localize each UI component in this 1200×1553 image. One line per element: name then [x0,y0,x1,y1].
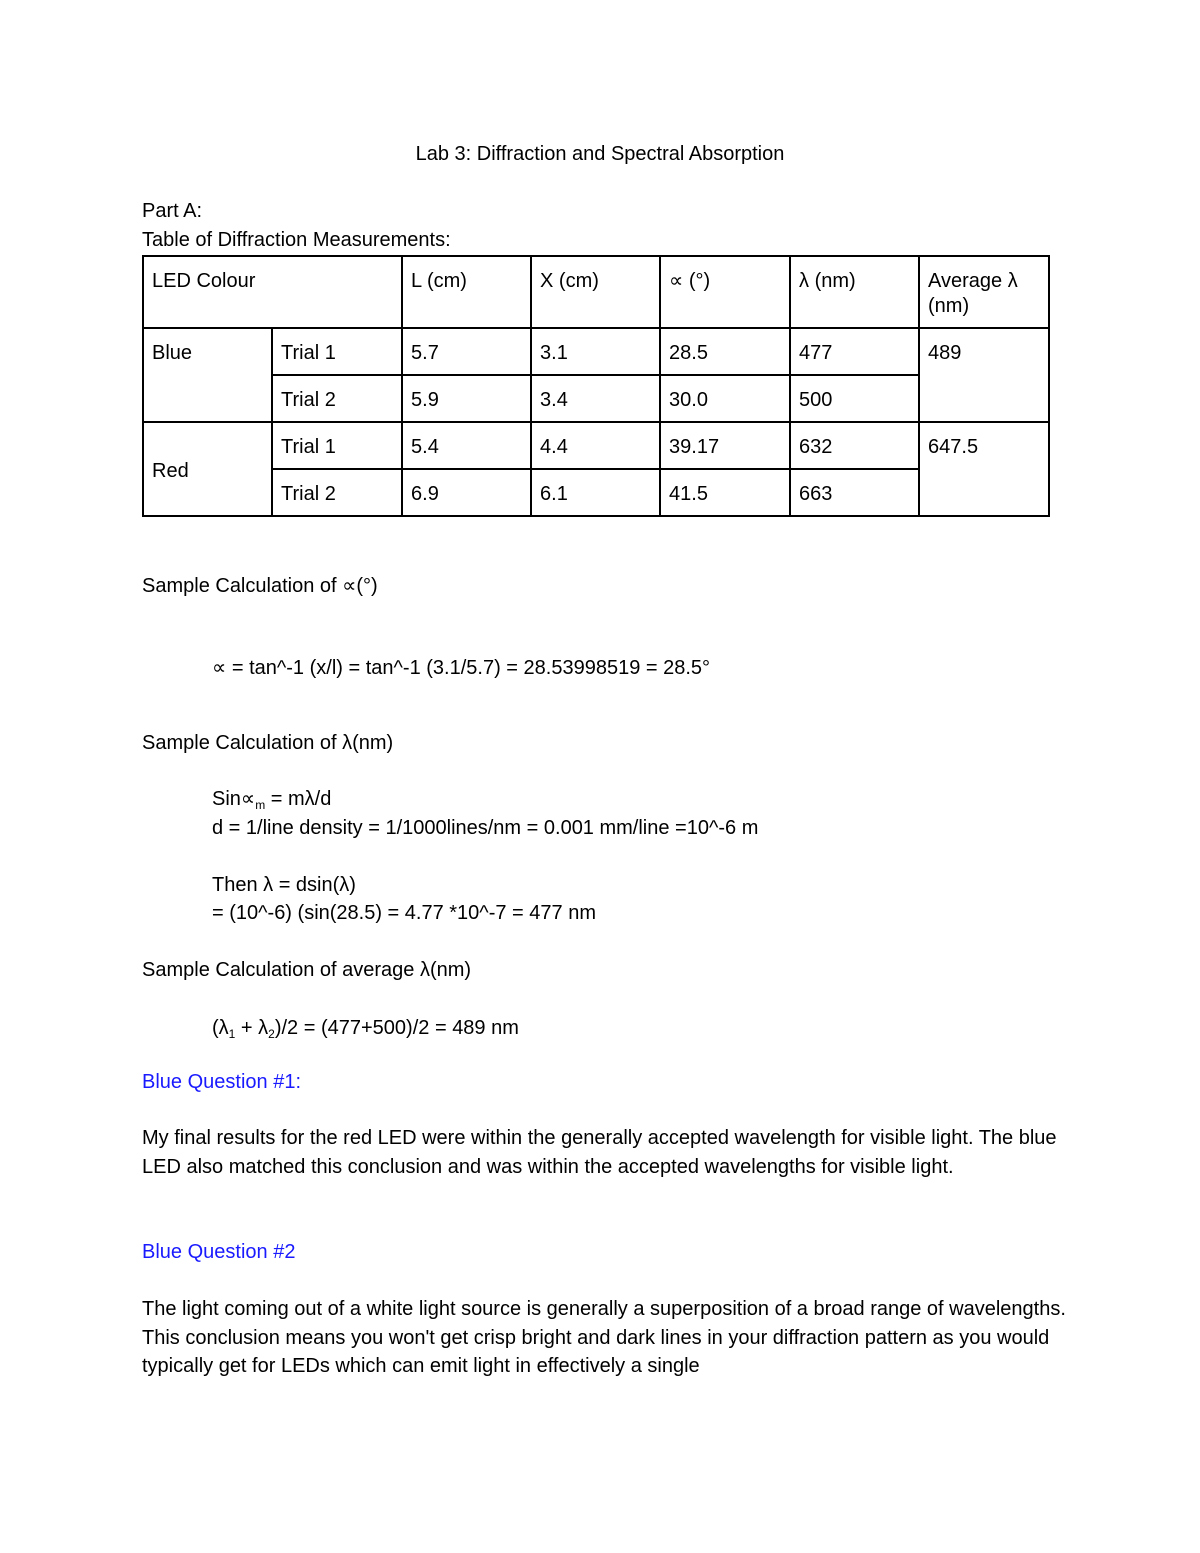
part-a-heading: Part A: [142,200,203,222]
cell-x: 3.1 [531,328,660,375]
calc-lambda-heading: Sample Calculation of λ(nm) [142,732,394,754]
cell-angle: 39.17 [660,422,790,469]
cell-x: 6.1 [531,469,660,516]
calc-angle-heading: Sample Calculation of ∝(°) [142,575,378,597]
cell-colour-red: Red [143,422,272,516]
cell-lambda: 500 [790,375,919,422]
cell-l: 5.7 [402,328,531,375]
diffraction-table [142,255,1050,517]
header-led-colour: LED Colour [143,256,402,328]
cell-colour-blue: Blue [143,328,272,422]
calc-average-close: )/2 = (477+500)/2 = 489 nm [274,1017,519,1039]
calc-average-formula [212,1014,519,1048]
calc-average-heading: Sample Calculation of average λ(nm) [142,959,472,981]
header-average: Average λ (nm) [919,256,1049,328]
calc-lambda-line3: Then λ = dsin(λ) [212,874,356,896]
table-row [143,422,1049,469]
table-row [143,375,1049,422]
cell-angle: 30.0 [660,375,790,422]
calc-lambda-line2: d = 1/line density = 1/1000lines/nm = 0.001 mm/line =10^-6 m [212,817,759,839]
cell-lambda: 663 [790,469,919,516]
cell-x: 3.4 [531,375,660,422]
header-x: X (cm) [531,256,660,328]
page-title: Lab 3: Diffraction and Spectral Absorption [415,143,785,165]
calc-angle-formula: ∝ = tan^-1 (x/l) = tan^-1 (3.1/5.7) = 28.53998519 = 28.5° [212,657,711,679]
calc-lambda-line1-pre: Sin∝ [212,788,256,810]
calc-lambda-line1-post: = mλ/d [265,788,332,810]
header-lambda: λ (nm) [790,256,919,328]
question-1-answer: My final results for the red LED were within the generally accepted wavelength for visible light. The blue LED also matched this conclusion and was within the accepted wavelengths for visible light. [142,1127,1057,1178]
cell-average-red: 647.5 [919,422,1049,516]
cell-l: 5.9 [402,375,531,422]
calc-lambda-line1-sub: m [255,798,266,812]
header-angle: ∝ (°) [660,256,790,328]
calc-average-mid: + λ [235,1017,269,1039]
cell-lambda: 477 [790,328,919,375]
calc-lambda-line4: = (10^-6) (sin(28.5) = 4.77 *10^-7 = 477 nm [212,902,596,924]
calc-average-open: (λ [212,1017,229,1039]
table-row [143,469,1049,516]
cell-trial: Trial 1 [272,328,402,375]
cell-l: 5.4 [402,422,531,469]
question-1-heading: Blue Question #1: [142,1071,301,1093]
table-row [143,328,1049,375]
table-header-row [143,256,1049,328]
header-l: L (cm) [402,256,531,328]
cell-trial: Trial 2 [272,469,402,516]
table-caption: Table of Diffraction Measurements: [142,229,451,251]
cell-lambda: 632 [790,422,919,469]
cell-angle: 28.5 [660,328,790,375]
calc-average-sub2: 2 [268,1027,275,1041]
cell-trial: Trial 1 [272,422,402,469]
calc-average-sub1: 1 [228,1027,236,1041]
cell-average-blue: 489 [919,328,1049,422]
cell-l: 6.9 [402,469,531,516]
question-2-answer: The light coming out of a white light source is generally a superposition of a broad range of wavelengths. This conclusion means you won't get crisp bright and dark lines in your diffraction pattern as you would typically get for LEDs which can emit light in effectively a single [142,1298,1066,1377]
question-2-heading: Blue Question #2 [142,1241,296,1263]
cell-x: 4.4 [531,422,660,469]
cell-angle: 41.5 [660,469,790,516]
cell-trial: Trial 2 [272,375,402,422]
